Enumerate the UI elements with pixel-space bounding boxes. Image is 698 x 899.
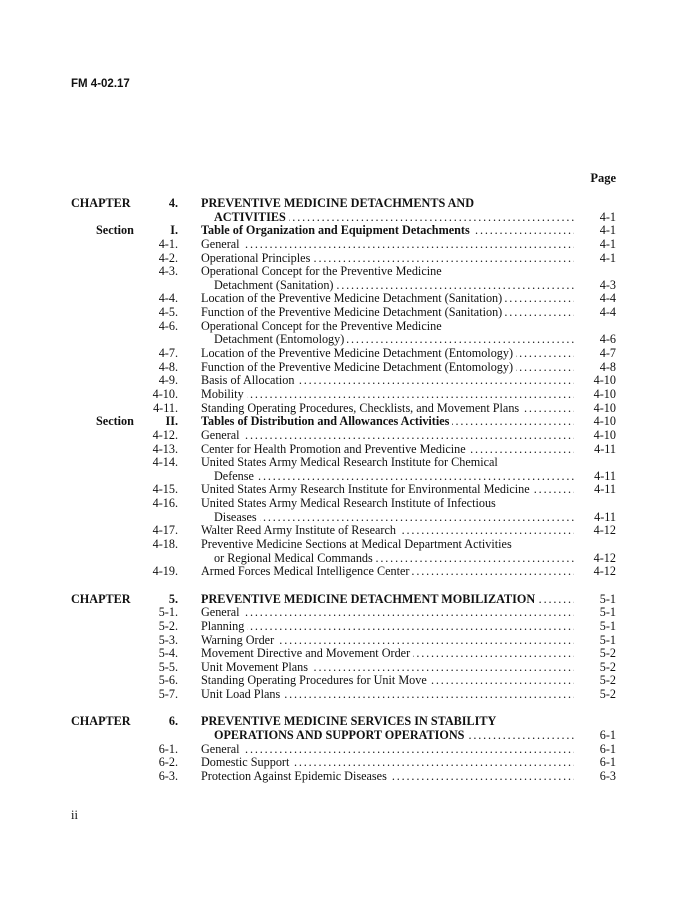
toc-number: 4-14. (152, 455, 178, 470)
page-column-heading: Page (590, 171, 616, 185)
toc-entry-title[interactable]: Tables of Distribution and Allowances Activities (201, 415, 452, 428)
toc-chapter-row (71, 593, 616, 607)
toc-entry-row (71, 361, 616, 375)
toc-entry-row (71, 456, 616, 470)
toc-number: 4-10. (152, 386, 178, 401)
toc-entry-title[interactable]: United States Army Medical Research Institute of Infectious (201, 497, 499, 510)
toc-entry-title-line (201, 497, 574, 511)
toc-entry-row (71, 320, 616, 334)
toc-entry-row (71, 292, 616, 306)
toc-number: 4-7. (158, 346, 178, 361)
toc-entry-title-line (201, 538, 574, 552)
toc-page-number: 4-6 (599, 332, 616, 347)
toc-page-number: 4-12 (593, 550, 616, 565)
toc-number: 4-4. (158, 291, 178, 306)
toc-entry-row (71, 497, 616, 511)
toc-entry-title[interactable]: PREVENTIVE MEDICINE DETACHMENTS AND (201, 197, 477, 210)
toc-entry-title[interactable]: Armed Forces Medical Intelligence Center (201, 565, 412, 578)
toc-page-number: 5-1 (599, 591, 616, 606)
toc-entry-row (71, 429, 616, 443)
toc-entry-title[interactable]: General (201, 606, 243, 619)
toc-entry-row (71, 538, 616, 552)
toc-entry-row (71, 674, 616, 688)
toc-number: 4-8. (158, 359, 178, 374)
toc-level-label: CHAPTER (71, 196, 131, 210)
toc-page-number: 6-1 (599, 727, 616, 742)
toc-entry-row (71, 333, 616, 347)
toc-page-number: 4-4 (599, 291, 616, 306)
toc-number: 6-3. (158, 768, 178, 783)
toc-entry-title[interactable]: Basis of Allocation (201, 374, 297, 387)
toc-entry-title[interactable]: Standing Operating Procedures for Unit Move (201, 674, 430, 687)
running-header: FM 4-02.17 (71, 78, 130, 90)
toc-entry-title-line (201, 347, 574, 361)
toc-entry-title[interactable]: United States Army Medical Research Institute for Chemical (201, 456, 501, 469)
toc-entry-title-line (201, 238, 574, 252)
toc-entry-title[interactable]: Detachment (Entomology) (214, 333, 347, 346)
toc-entry-row (71, 483, 616, 497)
toc-entry-row (71, 756, 616, 770)
toc-entry-title[interactable]: Operational Principles (201, 252, 313, 265)
toc-entry-title[interactable]: Walter Reed Army Institute of Research (201, 524, 399, 537)
toc-number: 5-2. (158, 618, 178, 633)
toc-entry-title-line (201, 292, 574, 306)
toc-entry-title[interactable]: ACTIVITIES (214, 211, 289, 224)
toc-entry-title[interactable]: Defense (214, 470, 257, 483)
toc-entry-row (71, 388, 616, 402)
toc-page-number: 4-10 (593, 427, 616, 442)
toc-entry-title-line (201, 674, 574, 688)
toc-entry-row (71, 238, 616, 252)
toc-number: 6. (168, 714, 178, 729)
toc-number: 5-5. (158, 659, 178, 674)
toc-level-label: Section (96, 414, 134, 429)
toc-page-number: 6-1 (599, 755, 616, 770)
toc-page-number: 4-11 (594, 509, 616, 524)
toc-entry-row (71, 402, 616, 416)
toc-number: 4-16. (152, 496, 178, 511)
toc-entry-title[interactable]: Function of the Preventive Medicine Detachment (Sanitation) (201, 306, 505, 319)
toc-page-number: 5-1 (599, 618, 616, 633)
toc-entry-title-line (201, 388, 574, 402)
toc-page-number: 5-1 (599, 605, 616, 620)
toc-entry-title[interactable]: PREVENTIVE MEDICINE DETACHMENT MOBILIZATION (201, 593, 538, 606)
toc-level-label: CHAPTER (71, 591, 131, 606)
toc-entry-title[interactable]: Unit Load Plans (201, 688, 283, 701)
toc-entry-title[interactable]: Protection Against Epidemic Diseases (201, 770, 390, 783)
toc-level-label: Section (96, 223, 134, 238)
toc-entry-title[interactable]: Diseases (214, 511, 260, 524)
toc-entry-row (71, 606, 616, 620)
toc-entry-row (71, 647, 616, 661)
toc-entry-title[interactable]: Table of Organization and Equipment Detachments (201, 224, 473, 237)
toc-chapter-row (71, 197, 616, 211)
toc-entry-title-line (201, 224, 574, 238)
toc-page-number: 4-1 (599, 223, 616, 238)
toc-entry-title[interactable]: Location of the Preventive Medicine Detachment (Sanitation) (201, 292, 505, 305)
toc-entry-row (71, 729, 616, 743)
toc-entry-row (71, 306, 616, 320)
toc-entry-row (71, 634, 616, 648)
toc-page-number: 4-12 (593, 564, 616, 579)
toc-entry-title-line (201, 443, 574, 457)
toc-page-number: 4-10 (593, 400, 616, 415)
page-number-footer: ii (71, 808, 78, 822)
toc-entry-title-line (214, 511, 574, 525)
toc-number: II. (165, 414, 178, 429)
toc-number: 4-17. (152, 523, 178, 538)
toc-entry-title-line (201, 620, 574, 634)
toc-entry-title[interactable]: Unit Movement Plans (201, 661, 311, 674)
toc-entry-title-line (201, 606, 574, 620)
toc-entry-title-line (201, 306, 574, 320)
toc-number: 4-9. (158, 373, 178, 388)
toc-number: 5-4. (158, 646, 178, 661)
toc-entry-title[interactable]: Operational Concept for the Preventive Medicine (201, 265, 445, 278)
toc-page-number: 6-3 (599, 768, 616, 783)
toc-entry-row (71, 524, 616, 538)
toc-entry-row (71, 565, 616, 579)
toc-entry-title-line (201, 593, 574, 607)
toc-number: 4-2. (158, 250, 178, 265)
toc-number: 4-15. (152, 482, 178, 497)
toc-entry-row (71, 252, 616, 266)
toc-number: 5. (168, 591, 178, 606)
toc-entry-title-line (201, 197, 574, 211)
toc-entry-title-line (214, 470, 574, 484)
toc-entry-title-line (201, 634, 574, 648)
toc-entry-title[interactable]: Standing Operating Procedures, Checklists, and Movement Plans (201, 402, 522, 415)
toc-entry-title-line (214, 211, 574, 225)
toc-entry-row (71, 211, 616, 225)
toc-entry-title-line (201, 647, 574, 661)
table-of-contents (71, 197, 616, 784)
toc-entry-title-line (201, 743, 574, 757)
toc-level-label: CHAPTER (71, 714, 131, 729)
toc-entry-row (71, 265, 616, 279)
toc-entry-title[interactable]: Function of the Preventive Medicine Detachment (Entomology) (201, 361, 516, 374)
toc-number: 5-1. (158, 605, 178, 620)
toc-entry-title-line (201, 483, 574, 497)
toc-entry-title[interactable]: Preventive Medicine Sections at Medical Department Activities (201, 538, 515, 551)
toc-entry-title-line (214, 552, 574, 566)
toc-number: I. (170, 223, 178, 238)
toc-entry-title[interactable]: Domestic Support (201, 756, 292, 769)
toc-entry-title-line (201, 265, 574, 279)
toc-entry-title[interactable]: Detachment (Sanitation) (214, 279, 336, 292)
toc-entry-title-line (201, 661, 574, 675)
toc-entry-title-line (201, 320, 574, 334)
toc-number: 4-1. (158, 236, 178, 251)
toc-entry-title[interactable]: Planning (201, 620, 247, 633)
toc-number: 4-11. (153, 400, 178, 415)
toc-page-number: 4-7 (599, 346, 616, 361)
toc-page-number: 4-1 (599, 236, 616, 251)
toc-entry-title-line (201, 415, 574, 429)
toc-chapter-row (71, 715, 616, 729)
toc-page-number: 4-10 (593, 373, 616, 388)
toc-number: 4-3. (158, 264, 178, 279)
toc-number: 4-19. (152, 564, 178, 579)
toc-number: 6-2. (158, 755, 178, 770)
toc-page-number: 4-11 (594, 468, 616, 483)
toc-page-number: 4-8 (599, 359, 616, 374)
toc-entry-title[interactable]: General (201, 429, 243, 442)
toc-entry-title-line (214, 333, 574, 347)
toc-number: 4. (168, 196, 178, 210)
toc-entry-title[interactable]: Location of the Preventive Medicine Detachment (Entomology) (201, 347, 516, 360)
toc-page-number: 4-10 (593, 414, 616, 429)
toc-entry-row (71, 470, 616, 484)
toc-section-row (71, 415, 616, 429)
toc-page-number: 4-11 (594, 482, 616, 497)
toc-page-number: 4-1 (599, 250, 616, 265)
toc-entry-title-line (201, 429, 574, 443)
toc-entry-row (71, 743, 616, 757)
toc-entry-row (71, 511, 616, 525)
toc-entry-title[interactable]: United States Army Research Institute for Environmental Medicine (201, 483, 533, 496)
toc-entry-title-line (201, 688, 574, 702)
toc-entry-title-line (201, 361, 574, 375)
toc-entry-row (71, 661, 616, 675)
toc-number: 4-5. (158, 305, 178, 320)
toc-number: 5-7. (158, 687, 178, 702)
toc-entry-title[interactable]: PREVENTIVE MEDICINE SERVICES IN STABILITY (201, 715, 499, 728)
toc-entry-title-line (201, 456, 574, 470)
toc-page-number: 5-2 (599, 646, 616, 661)
toc-entry-title-line (201, 402, 574, 416)
toc-page-number: 4-3 (599, 277, 616, 292)
toc-page-number: 5-1 (599, 632, 616, 647)
toc-number: 6-1. (158, 741, 178, 756)
toc-entry-title[interactable]: Mobility (201, 388, 247, 401)
toc-section-row (71, 224, 616, 238)
toc-entry-row (71, 688, 616, 702)
toc-entry-title-line (201, 524, 574, 538)
toc-number: 4-6. (158, 318, 178, 333)
toc-entry-title-line (201, 374, 574, 388)
toc-entry-title[interactable]: Warning Order (201, 634, 277, 647)
toc-page-number: 4-4 (599, 305, 616, 320)
toc-entry-row (71, 552, 616, 566)
toc-entry-title-line (214, 729, 574, 743)
toc-entry-title[interactable]: OPERATIONS AND SUPPORT OPERATIONS (214, 729, 467, 742)
toc-entry-title[interactable]: General (201, 238, 243, 251)
toc-entry-row (71, 347, 616, 361)
toc-entry-title-line (201, 252, 574, 266)
toc-entry-title-line (201, 565, 574, 579)
toc-page-number: 4-11 (594, 441, 616, 456)
toc-page-number: 5-2 (599, 673, 616, 688)
toc-page-number: 6-1 (599, 741, 616, 756)
toc-entry-title[interactable]: or Regional Medical Commands (214, 552, 376, 565)
toc-page-number: 5-2 (599, 659, 616, 674)
toc-page-number: 5-2 (599, 687, 616, 702)
toc-entry-row (71, 620, 616, 634)
toc-entry-title-line (201, 770, 574, 784)
toc-entry-row (71, 770, 616, 784)
toc-page-number: 4-1 (599, 209, 616, 224)
toc-entry-title[interactable]: General (201, 743, 243, 756)
toc-entry-title-line (214, 279, 574, 293)
toc-entry-title-line (201, 756, 574, 770)
toc-page-number: 4-12 (593, 523, 616, 538)
toc-entry-title[interactable]: Operational Concept for the Preventive Medicine (201, 320, 445, 333)
toc-entry-row (71, 443, 616, 457)
toc-entry-title-line (201, 715, 574, 729)
toc-number: 4-13. (152, 441, 178, 456)
toc-page-number: 4-10 (593, 386, 616, 401)
toc-number: 4-12. (152, 427, 178, 442)
toc-number: 4-18. (152, 537, 178, 552)
toc-number: 5-3. (158, 632, 178, 647)
toc-entry-title[interactable]: Movement Directive and Movement Order (201, 647, 413, 660)
toc-entry-row (71, 374, 616, 388)
toc-number: 5-6. (158, 673, 178, 688)
toc-entry-title[interactable]: Center for Health Promotion and Preventive Medicine (201, 443, 469, 456)
toc-entry-row (71, 279, 616, 293)
